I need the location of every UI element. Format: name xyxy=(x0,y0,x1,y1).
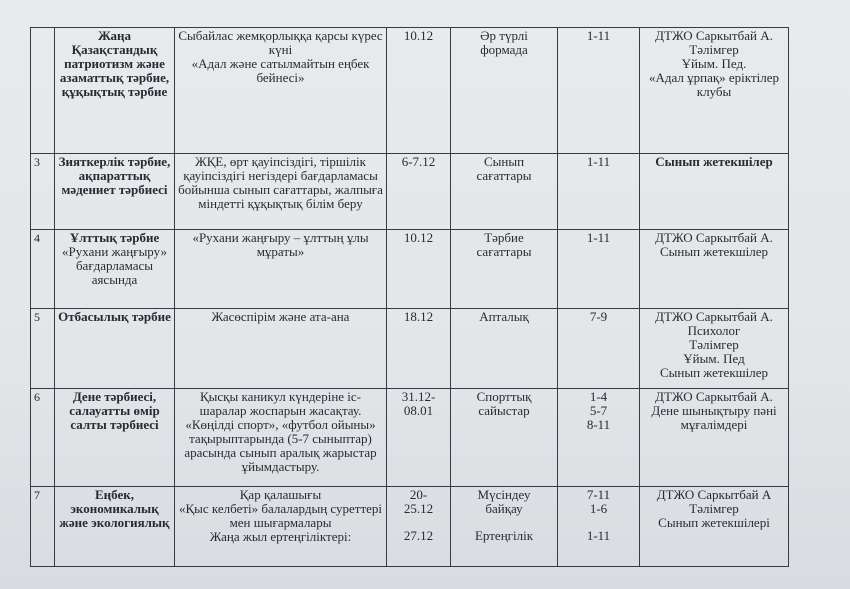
classes-line: 7-9 xyxy=(589,309,608,324)
responsible-cell xyxy=(640,389,789,487)
direction-cell: Отбасылық тәрбие xyxy=(55,309,175,389)
responsible-line: «Адал ұрпақ» еріктілер клубы xyxy=(649,70,779,99)
event-line: Қар қалашығы xyxy=(239,487,322,502)
event-line: «Қыс келбеті» балалардың суреттері мен шығармалары xyxy=(178,501,383,530)
date-line: 10.12 xyxy=(403,28,434,43)
classes-cell xyxy=(558,487,640,567)
event-cell xyxy=(175,309,387,389)
form-line: Мүсіндеу xyxy=(477,487,531,502)
responsible-line: Ұйым. Пед xyxy=(683,351,745,366)
classes-cell xyxy=(558,154,640,230)
form-line: Әр түрлі xyxy=(480,28,528,43)
responsible-line: Сынып жетекшілер xyxy=(655,154,773,169)
event-cell xyxy=(175,487,387,567)
form-line: сағаттары xyxy=(476,168,532,183)
responsible-cell xyxy=(640,309,789,389)
form-line: Спорттық xyxy=(476,389,532,404)
form-cell xyxy=(451,28,558,154)
responsible-line: Сынып жетекшілер xyxy=(659,244,769,259)
classes-cell xyxy=(558,28,640,154)
responsible-cell xyxy=(640,230,789,309)
form-cell xyxy=(451,389,558,487)
responsible-line: ДТЖО Саркытбай А xyxy=(656,487,772,502)
event-cell xyxy=(175,389,387,487)
form-line: сағаттары xyxy=(476,244,532,259)
responsible-line: ДТЖО Саркытбай А. xyxy=(655,389,773,404)
event-line: Сыбайлас жемқорлыққа қарсы күрес күні xyxy=(178,28,383,57)
row-number xyxy=(31,28,55,154)
direction-cell xyxy=(55,230,175,309)
classes-line: 1-4 xyxy=(589,389,608,404)
direction-subtitle: «Рухани жаңғыру» бағдарламасы аясында xyxy=(62,244,167,287)
responsible-line: Тәлімгер xyxy=(689,501,739,516)
table-row xyxy=(31,487,789,567)
form-cell xyxy=(451,309,558,389)
form-line: Тәрбие xyxy=(484,230,524,245)
form-line: байқау xyxy=(485,501,523,516)
plan-table xyxy=(30,27,789,567)
responsible-line: Сынып жетекшілер xyxy=(659,365,769,380)
responsible-line: Тәлімгер xyxy=(689,42,739,57)
direction-cell: Зияткерлік тәрбие, ақпараттық мәдениет тәрбиесі xyxy=(55,154,175,230)
date-line: 18.12 xyxy=(403,309,434,324)
form-line: Ертеңгілік xyxy=(474,528,534,543)
classes-cell xyxy=(558,309,640,389)
classes-line: 8-11 xyxy=(586,417,611,432)
direction-title: Ұлттық тәрбие xyxy=(69,230,160,245)
date-cell xyxy=(387,487,451,567)
event-cell xyxy=(175,154,387,230)
form-line: Апталық xyxy=(479,309,529,324)
form-line: формада xyxy=(480,42,528,57)
classes-cell xyxy=(558,230,640,309)
responsible-cell xyxy=(640,487,789,567)
date-cell xyxy=(387,309,451,389)
date-line: 6-7.12 xyxy=(401,154,436,169)
date-line: 10.12 xyxy=(403,230,434,245)
date-line: 20- xyxy=(409,487,428,502)
form-cell xyxy=(451,230,558,309)
date-cell xyxy=(387,28,451,154)
responsible-line: ДТЖО Саркытбай А. xyxy=(655,28,773,43)
direction-cell: Дене тәрбиесі, салауатты өмір салты тәрбиесі xyxy=(55,389,175,487)
date-cell xyxy=(387,389,451,487)
table-row xyxy=(31,309,789,389)
row-number: 4 xyxy=(31,230,55,309)
event-line: «Көңілді спорт», «футбол ойыны» тақырыптарында (5-7 сыныптар) арасында сынып аралық жарыстар ұйымдастыру. xyxy=(184,417,377,474)
form-line: сайыстар xyxy=(478,403,530,418)
row-number: 6 xyxy=(31,389,55,487)
date-line: 25.12 xyxy=(403,501,434,516)
direction-cell: Еңбек, экономикалық және экологиялық xyxy=(55,487,175,567)
form-cell xyxy=(451,154,558,230)
classes-line: 5-7 xyxy=(589,403,608,418)
form-cell xyxy=(451,487,558,567)
responsible-line: Дене шынықтыру пәні мұғалімдері xyxy=(651,403,777,432)
classes-line: 1-11 xyxy=(586,154,611,169)
event-line: Жаңа жыл ертеңгіліктері: xyxy=(209,529,352,544)
classes-line: 1-6 xyxy=(589,501,608,516)
event-line: ЖҚЕ, өрт қауіпсіздігі, тіршілік қауіпсіздігі негіздері бағдарламасы бойынша сынып сағаттары, жалпыға міндетті құқықтық білім беру xyxy=(178,154,383,211)
responsible-line: Ұйым. Пед. xyxy=(681,56,747,71)
table-row xyxy=(31,154,789,230)
date-line: 27.12 xyxy=(403,528,434,543)
responsible-line: Психолог xyxy=(687,323,741,338)
event-line: Жасөспірім және ата-ана xyxy=(211,309,350,324)
table-row xyxy=(31,230,789,309)
responsible-line: ДТЖО Саркытбай А. xyxy=(655,309,773,324)
date-line: 31.12- xyxy=(401,389,436,404)
responsible-line: Тәлімгер xyxy=(689,337,739,352)
row-number: 3 xyxy=(31,154,55,230)
row-number: 5 xyxy=(31,309,55,389)
table-row xyxy=(31,389,789,487)
responsible-cell xyxy=(640,28,789,154)
event-line: Қысқы каникул күндеріне іс-шаралар жоспарын жасақтау. xyxy=(199,389,362,418)
classes-cell xyxy=(558,389,640,487)
event-cell xyxy=(175,28,387,154)
classes-line: 1-11 xyxy=(586,28,611,43)
date-line: 08.01 xyxy=(403,403,434,418)
event-cell xyxy=(175,230,387,309)
date-cell xyxy=(387,154,451,230)
classes-line: 1-11 xyxy=(586,230,611,245)
event-line: «Рухани жаңғыру – ұлттың ұлы мұраты» xyxy=(192,230,369,259)
classes-line: 7-11 xyxy=(586,487,611,502)
date-cell xyxy=(387,230,451,309)
form-line: Сынып xyxy=(483,154,525,169)
classes-line: 1-11 xyxy=(586,528,611,543)
responsible-cell xyxy=(640,154,789,230)
event-line: «Адал және сатылмайтын еңбек бейнесі» xyxy=(191,56,370,85)
responsible-line: Сынып жетекшілері xyxy=(658,515,770,530)
responsible-line: ДТЖО Саркытбай А. xyxy=(655,230,773,245)
direction-cell: Жаңа Қазақстандық патриотизм және азаматтық тәрбие, құқықтық тәрбие xyxy=(55,28,175,154)
table-row xyxy=(31,28,789,154)
row-number: 7 xyxy=(31,487,55,567)
